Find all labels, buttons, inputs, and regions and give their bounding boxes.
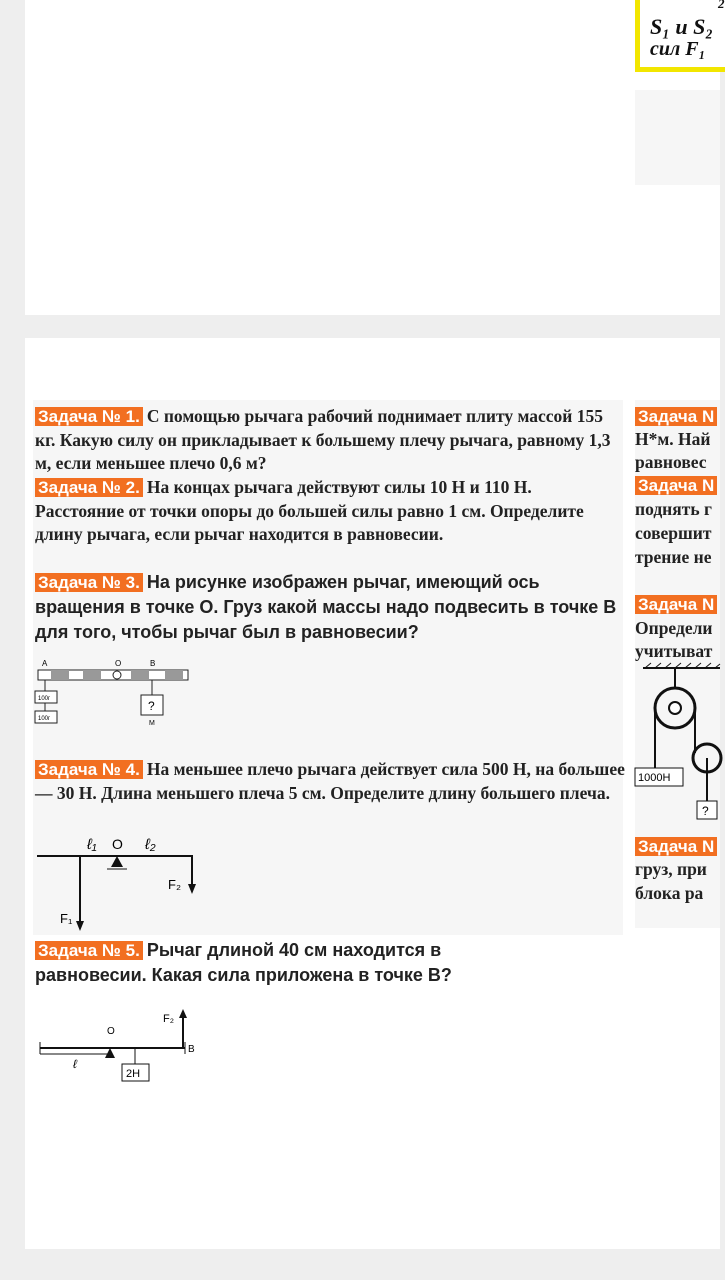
- right-line: трение не: [635, 547, 712, 567]
- task-3: [35, 570, 627, 645]
- task-5-text: Рычаг длиной 40 см находится в равновесии. Какая сила приложена в точке В?: [35, 940, 452, 985]
- right-line: Определи: [635, 618, 713, 638]
- fig5-o: O: [107, 1026, 115, 1037]
- right-task-c-tag: Задача N: [635, 595, 717, 614]
- fig4-l1: ℓ₁: [87, 836, 97, 853]
- fig3-unknown-label: ?: [148, 699, 155, 713]
- right-task-b: [635, 474, 721, 498]
- fig3-beam-segment: [83, 670, 101, 680]
- figure-3-lever: [33, 653, 203, 738]
- task-2-tag: Задача № 2.: [35, 478, 143, 497]
- fig3-weight-1-label: 100г: [38, 696, 51, 702]
- task-1-tag: Задача № 1.: [35, 407, 143, 426]
- task-3-text: На рисунке изображен рычаг, имеющий ось вращения в точке О. Груз какой массы надо подвесить в точке В для того, чтобы рычаг был в равновесии?: [35, 572, 617, 642]
- task-1-text: С помощью рычага рабочий поднимает плиту массой 155 кг. Какую силу он прикладывает к большему плечу рычага, равному 1,3 м, если меньшее плечо 0,6 м?: [35, 406, 611, 473]
- task-2-text: На концах рычага действуют силы 10 Н и 110 Н. Расстояние от точки опоры до большей силы равно 1 см. Определите длину рычага, если рычаг находится в равновесии.: [35, 477, 584, 544]
- right-task-d: [635, 835, 721, 859]
- fig4-f2-label: F₂: [168, 877, 181, 892]
- load-label: 1000Н: [638, 772, 671, 784]
- fig5-f2-label: F₂: [163, 1013, 174, 1025]
- snippet-line1: S₁ и S₂: [650, 14, 714, 39]
- formula-snippet: [635, 0, 725, 72]
- right-line: груз, при: [635, 859, 707, 879]
- right-line: совершит: [635, 523, 712, 543]
- fig3-pivot: [113, 671, 121, 679]
- right-task-a: [635, 405, 721, 429]
- task-4-text: На меньшее плечо рычага действует сила 500 Н, на большее — 30 Н. Длина меньшего плеча 5 см. Определите длину большего плеча.: [35, 759, 625, 803]
- right-line: Н*м. Най: [635, 429, 711, 449]
- fig4-f1-head: [76, 921, 84, 931]
- right-task-b-tag: Задача N: [635, 476, 717, 495]
- figure-4-lever: [35, 831, 205, 931]
- fig5-b: B: [188, 1044, 195, 1055]
- snippet-sub: 2: [718, 0, 725, 11]
- right-line: поднять г: [635, 499, 712, 519]
- right-task-d-tag: Задача N: [635, 837, 717, 856]
- fig5-fulcrum: [105, 1048, 115, 1058]
- fixed-pulley-axle: [669, 702, 681, 714]
- top-card: [25, 0, 725, 315]
- fig4-f1-label: F₁: [60, 911, 73, 926]
- right-pulley-figure: [635, 663, 720, 828]
- figure-5-lever: [35, 1006, 215, 1091]
- fig3-beam-segment: [51, 670, 69, 680]
- snippet-line2: сил F₁: [650, 38, 706, 60]
- fig3-weight-2-label: 100г: [38, 716, 51, 722]
- fig5-f2-head: [179, 1009, 187, 1018]
- shaded-strip: [635, 90, 720, 185]
- fig4-f2-head: [188, 884, 196, 894]
- fig4-o: O: [112, 836, 123, 852]
- right-line: равновес: [635, 452, 707, 472]
- right-task-a-tag: Задача N: [635, 407, 717, 426]
- unknown-label: ?: [702, 804, 709, 818]
- task-2: [35, 476, 613, 547]
- fig3-beam-segment: [131, 670, 149, 680]
- task-5-tag: Задача № 5.: [35, 941, 143, 960]
- fig5-weight-label: 2Н: [126, 1068, 141, 1080]
- fig4-l2: ℓ₂: [145, 836, 156, 853]
- task-5: [35, 938, 555, 988]
- right-line: учитыват: [635, 641, 713, 661]
- task-4: [35, 758, 627, 805]
- fig4-fulcrum: [111, 856, 123, 867]
- worksheet-card: [25, 338, 720, 1249]
- right-line: блока ра: [635, 883, 704, 903]
- fig3-label-b: B: [150, 659, 156, 668]
- fig3-label-o: O: [115, 659, 122, 668]
- task-1: [35, 405, 625, 476]
- right-task-c: [635, 593, 721, 617]
- fig5-l: ℓ: [73, 1057, 77, 1071]
- fig3-label-m: M: [149, 720, 155, 727]
- fig3-beam-segment: [165, 670, 183, 680]
- fig3-label-a: A: [42, 659, 48, 668]
- task-4-tag: Задача № 4.: [35, 760, 143, 779]
- task-3-tag: Задача № 3.: [35, 573, 143, 592]
